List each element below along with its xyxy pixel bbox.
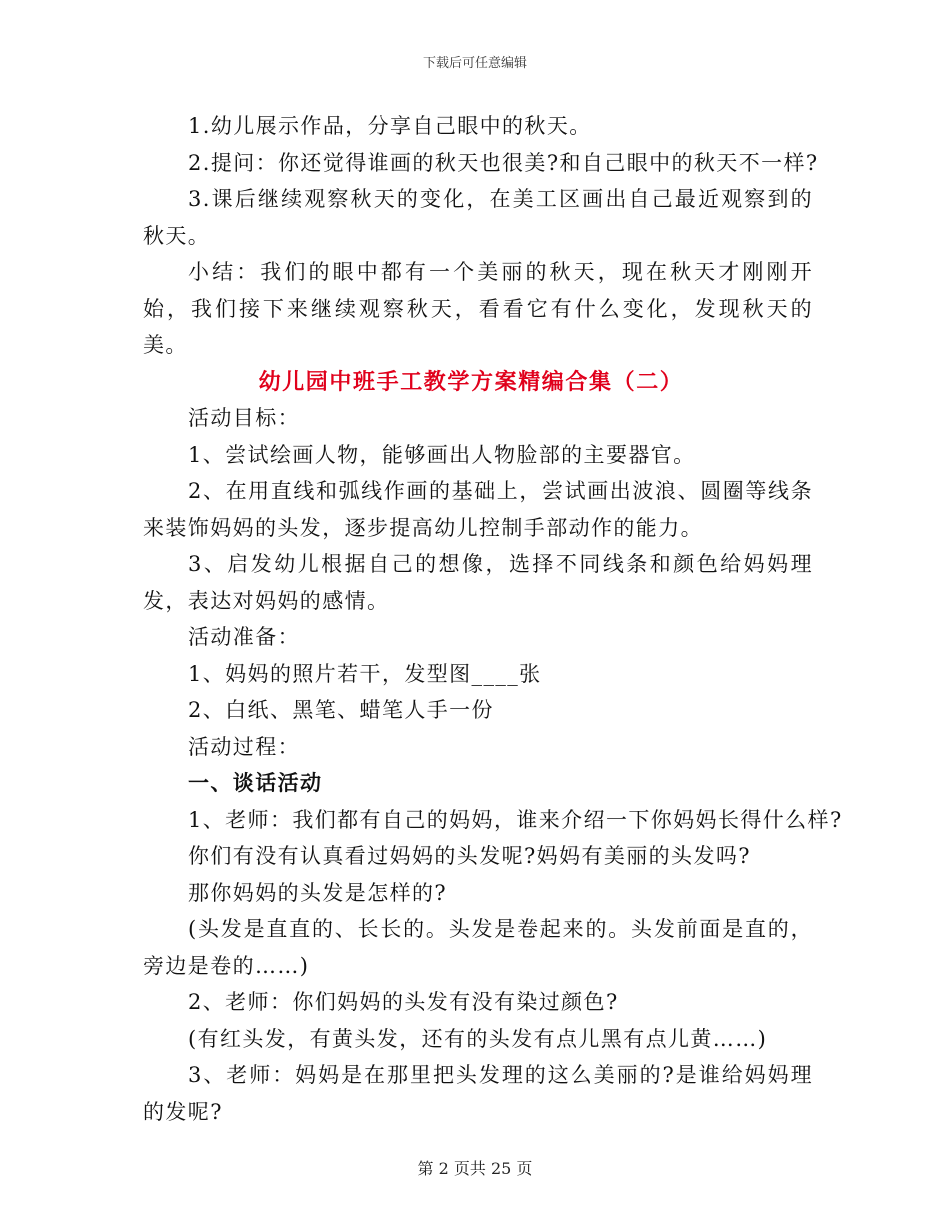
page-header: 下载后可任意编辑: [422, 56, 527, 71]
process-answer-2: (有红头发，有黄头发，还有的头发有点儿黑有点儿黄……): [188, 1026, 768, 1051]
goal-item-2: 2、在用直线和弧线作画的基础上，尝试画出波浪、圆圈等线条来装饰妈妈的头发，逐步提高幼儿控制手部动作的能力。: [143, 479, 813, 540]
process-question-1: 你们有没有认真看过妈妈的头发呢?妈妈有美丽的头发吗?: [188, 844, 751, 868]
goal-item-1: 1、尝试绘画人物，能够画出人物脸部的主要器官。: [188, 442, 696, 467]
paragraph-question: 2.提问：你还觉得谁画的秋天也很美?和自己眼中的秋天不一样?: [188, 150, 819, 175]
prep-item-1: 1、妈妈的照片若干，发型图____张: [188, 661, 542, 686]
paragraph-after-class: 3.课后继续观察秋天的变化，在美工区画出自己最近观察到的秋天。: [143, 187, 813, 248]
section-title: 幼儿园中班手工教学方案精编合集（二）: [258, 368, 684, 395]
paragraph-share-work: 1.幼儿展示作品，分享自己眼中的秋天。: [188, 114, 592, 138]
process-item-2: 2、老师：你们妈妈的头发有没有染过颜色?: [188, 990, 619, 1014]
heading-activity-prep: 活动准备：: [188, 625, 300, 649]
page-footer: 第 2 页共 25 页: [417, 1159, 533, 1178]
process-question-2: 那你妈妈的头发是怎样的?: [188, 880, 448, 905]
document-body: [143, 108, 843, 1130]
subheading-conversation: 一、谈话活动: [188, 770, 323, 795]
process-item-3: 3、老师：妈妈是在那里把头发理的这么美丽的?是谁给妈妈理的发呢?: [143, 1063, 813, 1124]
heading-activity-process: 活动过程：: [188, 734, 300, 759]
goal-item-3: 3、启发幼儿根据自己的想像，选择不同线条和颜色给妈妈理发，表达对妈妈的感情。: [143, 552, 813, 613]
process-item-1: 1、老师：我们都有自己的妈妈，谁来介绍一下你妈妈长得什么样?: [188, 807, 843, 832]
paragraph-summary: 小结：我们的眼中都有一个美丽的秋天，现在秋天才刚刚开始，我们接下来继续观察秋天，看看它有什么变化，发现秋天的美。: [143, 260, 813, 357]
heading-activity-goals: 活动目标：: [188, 406, 300, 430]
prep-item-2: 2、白纸、黑笔、蜡笔人手一份: [188, 698, 494, 722]
process-answer-1: (头发是直直的、长长的。头发是卷起来的。头发前面是直的，旁边是卷的……): [143, 917, 813, 978]
